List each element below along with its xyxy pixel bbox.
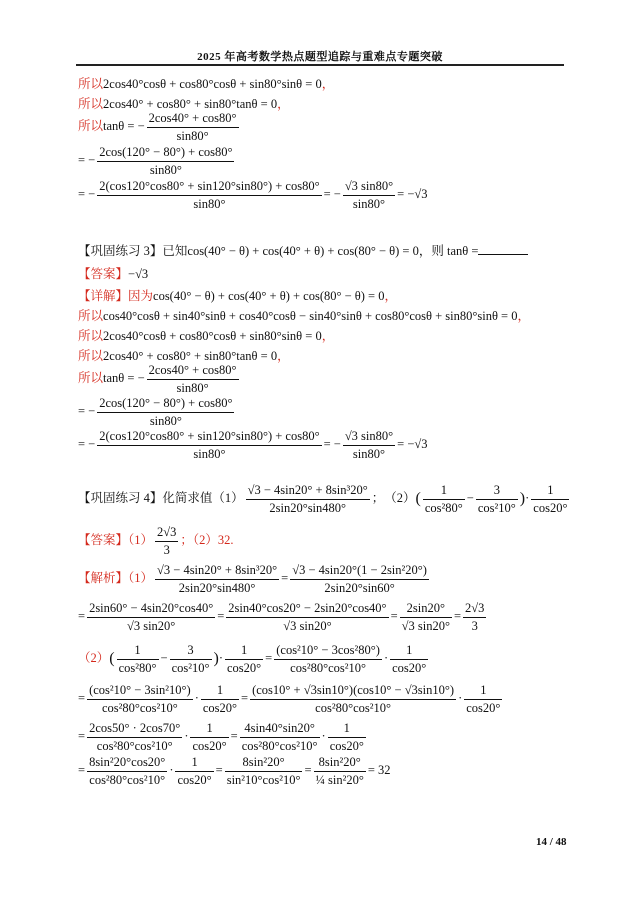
top-line-4: = − $\frac{2\cos(120^\circ - 80^\circ) + \cos 80^\circ}{\sin 80^\circ}$ xyxy=(78,145,233,177)
fraction: $\frac{1}{\cos 20^\circ}$ xyxy=(533,483,568,515)
exercise-4-solution-3: （2）( $\frac{1}{\text{cos²80°}}$ − $\frac{3}{\text{cos²10°}}$ )· $\frac{1}{\cos 20^\circ}$ = $\frac{\text{(cos²10° − 3cos²80°)}}{\text{cos²80°cos²10°}}$ · $\frac{1}{\cos 20^\circ}$ xyxy=(78,643,427,675)
fraction: $\frac{1}{\cos 20^\circ}$ xyxy=(177,755,212,787)
condition: cos(40° − θ) + cos(40° + θ) + cos(80° − θ) = 0 xyxy=(187,244,419,258)
fraction: $\frac{\text{√3 − 4sin20° + 8sin³20°}}{2\sin 20^\circ\sin 480^\circ}$ xyxy=(247,483,368,515)
equation: 2cos40° + cos80° + sin80°tanθ = 0 xyxy=(103,97,278,111)
fraction: $\frac{2(\cos 120^\circ\cos 80^\circ + \sin 120^\circ\sin 80^\circ) + \cos 80^\circ}{\sin 80^\circ}$ xyxy=(99,179,320,211)
header-rule xyxy=(76,64,564,66)
fraction: $\frac{(\cos 10^\circ + √3\sin 10^\circ)(\cos 10^\circ - √3\sin 10^\circ)}{\text{cos²80°cos²10°}}$ xyxy=(252,683,455,715)
fraction: $\frac{2(\cos 120^\circ\cos 80^\circ + \sin 120^\circ\sin 80^\circ) + \cos 80^\circ}{\sin 80^\circ}$ xyxy=(99,429,320,461)
exercise-label: 【巩固练习 4】化简求值（1） xyxy=(78,490,244,505)
fraction: $\frac{3}{\text{cos²10°}}$ xyxy=(171,643,210,675)
fraction: $\frac{2\cos(120^\circ - 80^\circ) + \cos 80^\circ}{\sin 80^\circ}$ xyxy=(99,145,233,177)
answer-tag: 【答案】 xyxy=(78,267,129,281)
fraction: $\frac{\text{8sin²20°cos20°}}{\text{cos²80°cos²10°}}$ xyxy=(89,755,166,787)
fraction: $\frac{2√3}{3}$ xyxy=(465,601,485,633)
exercise-3-answer xyxy=(78,268,148,281)
answer-blank xyxy=(478,244,528,255)
answer-tag: 【答案】 xyxy=(78,532,129,547)
answer-value: −√3 xyxy=(128,267,149,281)
equation: 2cos40°cosθ + cos80°cosθ + sin80°sinθ = 0 xyxy=(103,77,322,91)
exercise-4-solution-6: = $\frac{\text{8sin²20°cos20°}}{\text{cos²80°cos²10°}}$ · $\frac{1}{\cos 20^\circ}$ = $\frac{\text{8sin²20°}}{\text{sin²10°cos²10°}}$ = $\frac{\text{8sin²20°}}{\text{¼ sin²20°}}$ = 32 xyxy=(78,755,391,787)
exercise-3-detail-3: 所以2cos40°cosθ + cos80°cosθ + sin80°sinθ = 0， xyxy=(78,329,335,343)
fraction: $\frac{2\cos 40^\circ + \cos 80^\circ}{\sin 80^\circ}$ xyxy=(148,111,237,143)
exercise-3-detail-4: 所以2cos40° + cos80° + sin80°tanθ = 0， xyxy=(78,349,290,363)
top-line-3: 所以tanθ = − $\frac{2\cos 40^\circ + \cos 80^\circ}{\sin 80^\circ}$ xyxy=(78,111,237,143)
solution-tag: 【解析】 xyxy=(78,570,129,585)
exercise-4-solution-5: = $\frac{2\cos 50^\circ \cdot 2\cos 70^\circ}{\text{cos²80°cos²10°}}$ · $\frac{1}{\cos 20^\circ}$ = $\frac{4\sin 40^\circ\sin 20^\circ}{\text{cos²80°cos²10°}}$ · $\frac{1}{\cos 20^\circ}$ xyxy=(78,721,364,753)
exercise-3-detail-2: 所以cos40°cosθ + sin40°sinθ + cos40°cosθ − sin40°sinθ + cos80°cosθ + sin80°sinθ = 0， xyxy=(78,309,530,323)
fraction: $\frac{2\sin 40^\circ\cos 20^\circ - 2\sin 20^\circ\cos 40^\circ}{√3 \sin 20^\circ}$ xyxy=(228,601,387,633)
so-label: 所以 xyxy=(78,118,104,133)
fraction: $\frac{1}{\cos 20^\circ}$ xyxy=(227,643,262,675)
page-header: 2025 年高考数学热点题型追踪与重难点专题突破 xyxy=(197,51,443,63)
fraction: $\frac{√3 \sin 80^\circ}{\sin 80^\circ}$ xyxy=(344,429,394,461)
fraction: $\frac{2\cos(120^\circ - 80^\circ) + \cos 80^\circ}{\sin 80^\circ}$ xyxy=(99,396,233,428)
fraction: $\frac{\text{√3 − 4sin20°(1 − 2sin²20°)}}{2\sin 20^\circ\sin 60^\circ}$ xyxy=(292,563,427,595)
fraction: $\frac{\text{(cos²10° − 3cos²80°)}}{\text{cos²80°cos²10°}}$ xyxy=(276,643,380,675)
fraction: $\frac{2\sin 60^\circ - 4\sin 20^\circ\cos 40^\circ}{√3 \sin 20^\circ}$ xyxy=(89,601,214,633)
top-line-2: 所以2cos40° + cos80° + sin80°tanθ = 0， xyxy=(78,97,290,111)
fraction: $\frac{√3 \sin 80^\circ}{\sin 80^\circ}$ xyxy=(344,179,394,211)
top-line-1: 所以2cos40°cosθ + cos80°cosθ + sin80°sinθ = 0， xyxy=(78,77,335,91)
exercise-3-detail-6: = − $\frac{2\cos(120^\circ - 80^\circ) + \cos 80^\circ}{\sin 80^\circ}$ xyxy=(78,396,233,428)
exercise-3-detail-5: 所以tanθ = − $\frac{2\cos 40^\circ + \cos 80^\circ}{\sin 80^\circ}$ xyxy=(78,363,237,395)
so-label: 所以 xyxy=(78,97,104,111)
fraction: $\frac{1}{\text{cos²80°}}$ xyxy=(424,483,463,515)
exercise-4-question: 【巩固练习 4】化简求值（1） $\frac{\text{√3 − 4sin20° + 8sin³20°}}{2\sin 20^\circ\sin 480^\circ}$ ； （2）( $\frac{1}{\text{cos²80°}}$ − $\frac{3}{\text{cos²10°}}$ )· $\frac{1}{\cos 20^\circ}$ xyxy=(78,483,568,515)
exercise-3-question: 【巩固练习 3】已知cos(40° − θ) + cos(40° + θ) + cos(80° − θ) = 0，则 tanθ = xyxy=(78,244,528,258)
fraction: $\frac{1}{\text{cos²80°}}$ xyxy=(118,643,157,675)
fraction: $\frac{2\cos 40^\circ + \cos 80^\circ}{\sin 80^\circ}$ xyxy=(148,363,237,395)
exercise-4-solution-2: = $\frac{2\sin 60^\circ - 4\sin 20^\circ\cos 40^\circ}{√3 \sin 20^\circ}$ = $\frac{2\sin 40^\circ\cos 20^\circ - 2\sin 20^\circ\cos 40^\circ}{√3 \sin 20^\circ}$ = $\frac{2\sin 20^\circ}{√3 \sin 20^\circ}$ = $\frac{2√3}{3}$ xyxy=(78,601,485,633)
fraction: $\frac{\text{(cos²10° − 3sin²10°)}}{\text{cos²80°cos²10°}}$ xyxy=(89,683,191,715)
fraction: $\frac{3}{\text{cos²10°}}$ xyxy=(477,483,516,515)
so-label: 所以 xyxy=(78,77,104,91)
fraction: $\frac{\text{√3 − 4sin20° + 8sin³20°}}{2\sin 20^\circ\sin 480^\circ}$ xyxy=(157,563,278,595)
exercise-3-detail-7: = − $\frac{2(\cos 120^\circ\cos 80^\circ + \sin 120^\circ\sin 80^\circ) + \cos 80^\circ}{\sin 80^\circ}$ = − $\frac{√3 \sin 80^\circ}{\sin 80^\circ}$ = −√3 xyxy=(78,429,428,461)
fraction: $\frac{2\cos 50^\circ \cdot 2\cos 70^\circ}{\text{cos²80°cos²10°}}$ xyxy=(89,721,181,753)
fraction: $\frac{1}{\cos 20^\circ}$ xyxy=(392,643,427,675)
exercise-4-solution-4: = $\frac{\text{(cos²10° − 3sin²10°)}}{\text{cos²80°cos²10°}}$ · $\frac{1}{\cos 20^\circ}$ = $\frac{(\cos 10^\circ + √3\sin 10^\circ)(\cos 10^\circ - √3\sin 10^\circ)}{\text{cos²80°cos²10°}}$ · $\frac{1}{\cos 20^\circ}$ xyxy=(78,683,501,715)
top-line-5: = − $\frac{2(\cos 120^\circ\cos 80^\circ + \sin 120^\circ\sin 80^\circ) + \cos 80^\circ}{\sin 80^\circ}$ = − $\frac{√3 \sin 80^\circ}{\sin 80^\circ}$ = −√3 xyxy=(78,179,428,211)
page-number: 14 / 48 xyxy=(536,836,567,848)
fraction: $\frac{4\sin 40^\circ\sin 20^\circ}{\text{cos²80°cos²10°}}$ xyxy=(241,721,318,753)
fraction: $\frac{1}{\cos 20^\circ}$ xyxy=(202,683,238,715)
fraction: $\frac{\text{8sin²20°}}{\text{sin²10°cos²10°}}$ xyxy=(226,755,301,787)
exercise-4-solution-1: 【解析】（1） $\frac{\text{√3 − 4sin20° + 8sin³20°}}{2\sin 20^\circ\sin 480^\circ}$ = $\frac{\text{√3 − 4sin20°(1 − 2sin²20°)}}{2\sin 20^\circ\sin 60^\circ}$ xyxy=(78,563,427,595)
detail-tag: 【详解】因为 xyxy=(78,289,154,303)
fraction: $\frac{1}{\cos 20^\circ}$ xyxy=(192,721,227,753)
fraction: $\frac{\text{8sin²20°}}{\text{¼ sin²20°}}$ xyxy=(315,755,364,787)
fraction: $\frac{2√3}{3}$ xyxy=(157,525,177,557)
fraction: $\frac{1}{\cos 20^\circ}$ xyxy=(466,683,501,715)
exercise-4-answer: 【答案】（1） $\frac{2√3}{3}$ ；（2）32. xyxy=(78,525,234,557)
fraction: $\frac{2\sin 20^\circ}{√3 \sin 20^\circ}$ xyxy=(401,601,450,633)
exercise-label: 【巩固练习 3】已知 xyxy=(78,244,188,258)
exercise-3-detail-1: 【详解】因为cos(40° − θ) + cos(40° + θ) + cos(80° − θ) = 0， xyxy=(78,289,398,303)
fraction: $\frac{1}{\cos 20^\circ}$ xyxy=(329,721,364,753)
